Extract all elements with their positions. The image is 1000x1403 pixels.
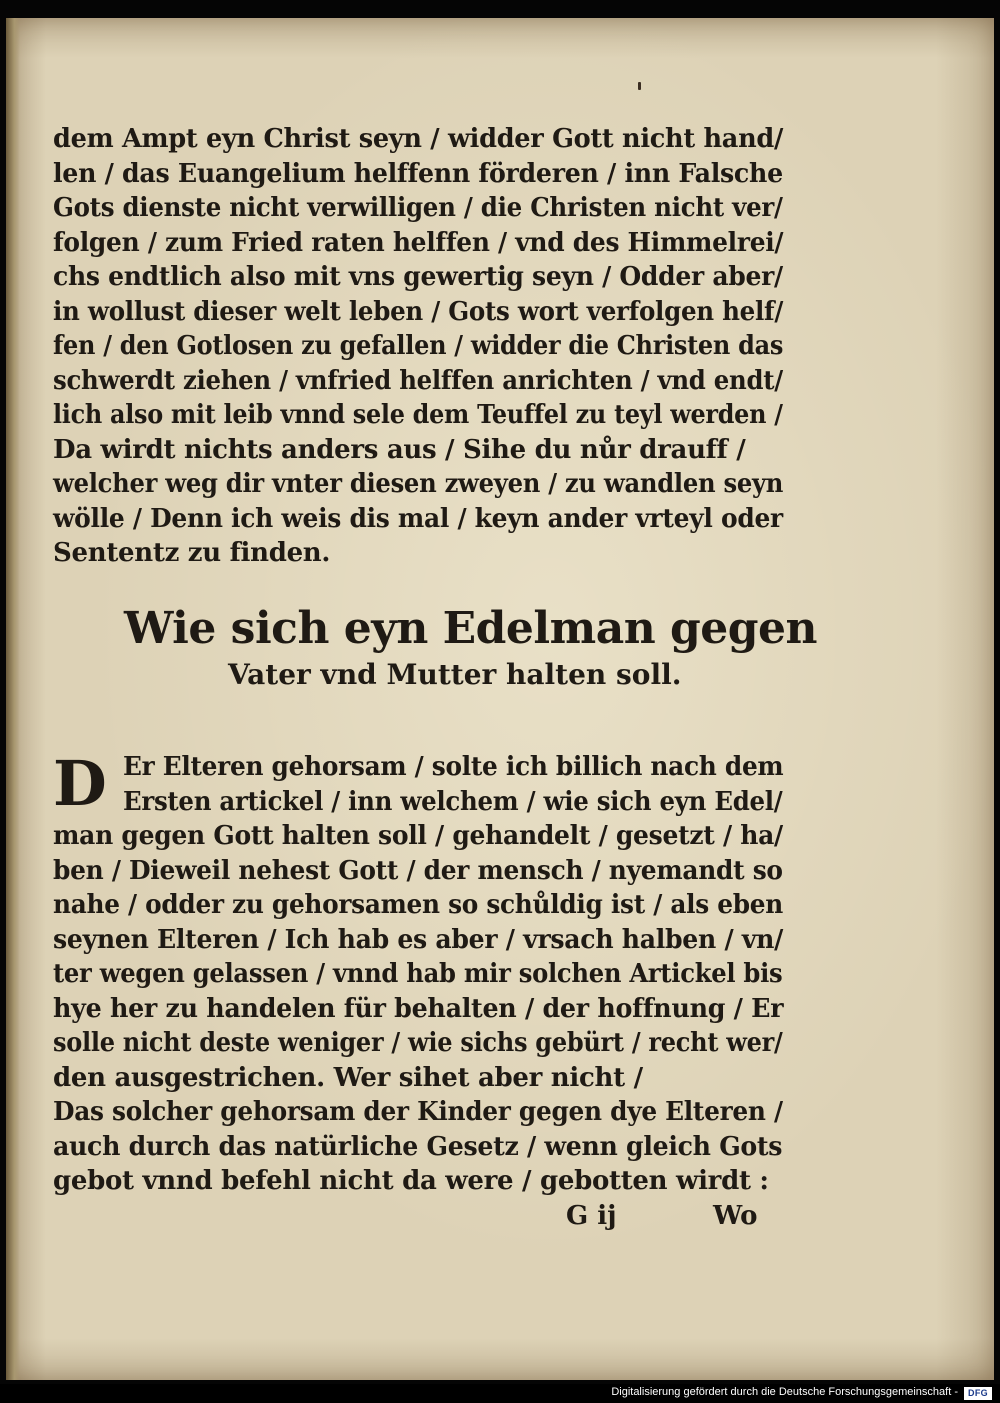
text-line: solle nicht deste weniger / wie sichs gebürt / recht wer/ <box>53 1028 783 1058</box>
heading-line-2: Vater vnd Mutter halten soll. <box>228 658 682 691</box>
dfg-logo: DFG <box>964 1387 992 1400</box>
text-line: lich also mit leib vnnd sele dem Teuffel zu teyl werden / <box>53 400 783 430</box>
text-line: welcher weg dir vnter diesen zweyen / zu wandlen seyn <box>53 469 784 499</box>
text-line: auch durch das natürliche Gesetz / wenn gleich Gots <box>53 1131 783 1162</box>
text-line: len / das Euangelium helffenn förderen / inn Falsche <box>53 158 783 189</box>
text-line: Gots dienste nicht verwilligen / die Christen nicht ver/ <box>53 193 783 223</box>
text-line: hye her zu handelen für behalten / der hoffnung / Er <box>53 993 784 1024</box>
text-line: chs endtlich also mit vns gewertig seyn / Odder aber/ <box>53 262 783 292</box>
credit-bar <box>0 1384 1000 1403</box>
text-line: Ersten artickel / inn welchem / wie sich eyn Edel/ <box>123 786 783 817</box>
section-heading <box>124 601 818 693</box>
text-line: schwerdt ziehen / vnfried helffen anrichten / vnd endt/ <box>53 365 783 396</box>
catchword: Wo <box>713 1201 758 1231</box>
paragraph-2 <box>53 747 784 1199</box>
ink-speck <box>638 82 641 90</box>
text-line: Sententz zu finden. <box>53 538 331 568</box>
paragraph-1 <box>53 122 783 571</box>
text-line: gebot vnnd befehl nicht da were / gebotten wirdt : <box>53 1166 769 1196</box>
text-line: in wollust dieser welt leben / Gots wort verfolgen helf/ <box>53 296 784 327</box>
text-line: wölle / Denn ich weis dis mal / keyn ander vrteyl oder <box>53 503 783 534</box>
text-line: nahe / odder zu gehorsamen so schůldig ist / als eben <box>53 890 783 920</box>
text-line: Das solcher gehorsam der Kinder gegen dye Elteren / <box>53 1097 783 1127</box>
text-line: ter wegen gelassen / vnnd hab mir solchen Artickel bis <box>53 959 783 989</box>
page-binding-edge <box>6 18 20 1380</box>
text-line: fen / den Gotlosen zu gefallen / widder die Christen das <box>53 331 784 361</box>
text-line: ben / Dieweil nehest Gott / der mensch / nyemandt so <box>53 855 783 886</box>
signature-mark: G ij <box>566 1201 617 1231</box>
text-line: dem Ampt eyn Christ seyn / widder Gott nicht hand/ <box>53 124 784 154</box>
text-line: Er Elteren gehorsam / solte ich billich nach dem <box>123 752 784 782</box>
text-line: folgen / zum Fried raten helffen / vnd des Himmelrei/ <box>53 227 784 258</box>
heading-line-1: Wie sich eyn Edelman gegen <box>124 603 818 654</box>
credit-text: Digitalisierung gefördert durch die Deutsche Forschungsgemeinschaft - <box>611 1386 958 1398</box>
text-line: seynen Elteren / Ich hab es aber / vrsach halben / vn/ <box>53 924 784 955</box>
scanned-page <box>6 18 994 1380</box>
text-line: den ausgestrichen. Wer sihet aber nicht / <box>53 1062 643 1093</box>
text-line: man gegen Gott halten soll / gehandelt / gesetzt / ha/ <box>53 821 783 851</box>
drop-cap: D <box>53 747 107 820</box>
text-line: Da wirdt nichts anders aus / Sihe du nůr drauff / <box>53 434 746 465</box>
